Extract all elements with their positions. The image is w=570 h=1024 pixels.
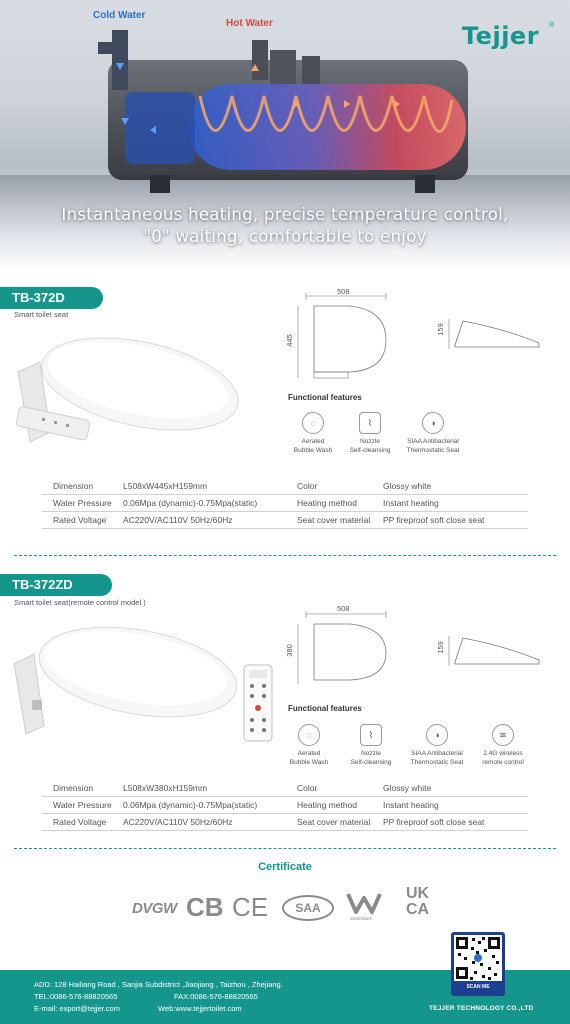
bubble-icon: ◌: [302, 412, 324, 434]
dimension-drawing-side-2: [445, 632, 545, 672]
feature-wireless-remote: ≋ 2.4G wireless remote control: [468, 724, 538, 767]
qr-pattern: [454, 935, 502, 981]
feature-antibacterial-seat: ◑ SIAA Antibacterial Thermostatic Seat: [402, 724, 472, 767]
spec-row: Water Pressure 0.06Mpa (dynamic)-0.75Mpa(static) Heating method Instant heating: [42, 797, 528, 814]
features-title: Functional features: [288, 393, 362, 402]
feature-bubble-wash: ◌ Aerated Bubble Wash: [278, 412, 348, 455]
registered-mark: ®: [549, 22, 555, 29]
watermark-logo-text: WaterMark: [350, 916, 372, 921]
ukca-logo: UK CA: [406, 885, 430, 918]
company-name: TEJJER TECHNOLOGY CO.,LTD: [429, 1005, 534, 1012]
footer-email[interactable]: E-mail: export@tejjer.com: [34, 1004, 120, 1013]
dim-height-label-2: 159: [435, 641, 445, 654]
toilet-seat-remote-image: [8, 610, 248, 740]
certificate-title: Certificate: [258, 861, 312, 873]
spec-table-2: [42, 780, 528, 831]
dim-width-label: 508: [337, 287, 350, 296]
spec-row: Water Pressure 0.06Mpa (dynamic)-0.75Mpa(static) Heating method Instant heating: [42, 495, 528, 512]
qr-code[interactable]: [451, 932, 505, 996]
spec-table-1: [42, 478, 528, 529]
remote-control-image: [243, 664, 273, 742]
model-tag-tb-372d: TB-372D: [0, 287, 103, 309]
spec-row: Rated Voltage AC220V/AC110V 50Hz/60Hz Seat cover material PP fireproof soft close seat: [42, 512, 528, 529]
cb-logo: CB: [186, 892, 224, 922]
hot-water-label: Hot Water: [226, 18, 273, 29]
toilet-seat-image: [10, 322, 250, 452]
model-tag-tb-372zd: TB-372ZD: [0, 574, 112, 596]
feature-nozzle-cleansing: ⌇ Nozzle Self-cleansing: [335, 412, 405, 455]
ce-logo: CE: [232, 892, 269, 922]
saa-logo: SAA: [282, 895, 334, 921]
feature-bubble-wash: ◌ Aerated Bubble Wash: [274, 724, 344, 767]
hero-headline: [20, 204, 550, 248]
section-divider: [14, 555, 556, 556]
wireless-icon: ≋: [492, 724, 514, 746]
dim-width-label-2: 508: [337, 604, 350, 613]
feature-nozzle-cleansing: ⌇ Nozzle Self-cleansing: [336, 724, 406, 767]
nozzle-icon: ⌇: [360, 724, 382, 746]
brand-logo: Tejjer: [462, 22, 540, 50]
dim-depth-label: 445: [284, 334, 294, 347]
product2-subtitle: Smart toilet seat(remote control model ): [14, 598, 146, 607]
headline-line-1: Instantaneous heating, precise temperature control,: [61, 205, 509, 224]
watermark-logo-icon: [346, 890, 386, 916]
spec-row: Dimension L508xW445xH159mm Color Glossy white: [42, 478, 528, 495]
spec-row: Dimension L508xW380xH159mm Color Glossy white: [42, 780, 528, 797]
dimension-drawing-side: [445, 315, 545, 355]
seat-icon: ◑: [422, 412, 444, 434]
hero-banner: [0, 0, 570, 270]
feature-antibacterial-seat: ◑ SIAA Antibacterial Thermostatic Seat: [398, 412, 468, 455]
bubble-icon: ◌: [298, 724, 320, 746]
spec-row: Rated Voltage AC220V/AC110V 50Hz/60Hz Seat cover material PP fireproof soft close seat: [42, 814, 528, 831]
dvgw-logo: DVGW: [132, 900, 177, 917]
seat-icon: ◑: [426, 724, 448, 746]
footer-website[interactable]: Web:www.tejjertoilet.com: [158, 1004, 242, 1013]
dimension-drawing-top-2: [290, 608, 410, 688]
cold-water-label: Cold Water: [93, 10, 146, 21]
footer-address: ADD: 128 Hailiang Road , Sanjia Subdistrict ,Jiaojiang , Taizhou , Zhejiang.: [34, 980, 283, 989]
features-title-2: Functional features: [288, 704, 362, 713]
footer-fax: FAX:0086-576-88820565: [174, 992, 258, 1001]
section-divider: [14, 848, 556, 849]
footer-tel: TEL:0086-576-88820565: [34, 992, 118, 1001]
headline-line-2: "0" waiting, comfortable to enjoy: [143, 227, 427, 246]
dimension-drawing-top: [290, 290, 410, 380]
qr-caption: SCAN ME: [466, 984, 490, 990]
dim-height-label: 159: [435, 323, 445, 336]
nozzle-icon: ⌇: [359, 412, 381, 434]
product1-subtitle: Smart toilet seat: [14, 310, 69, 319]
dim-depth-label-2: 380: [284, 644, 294, 657]
